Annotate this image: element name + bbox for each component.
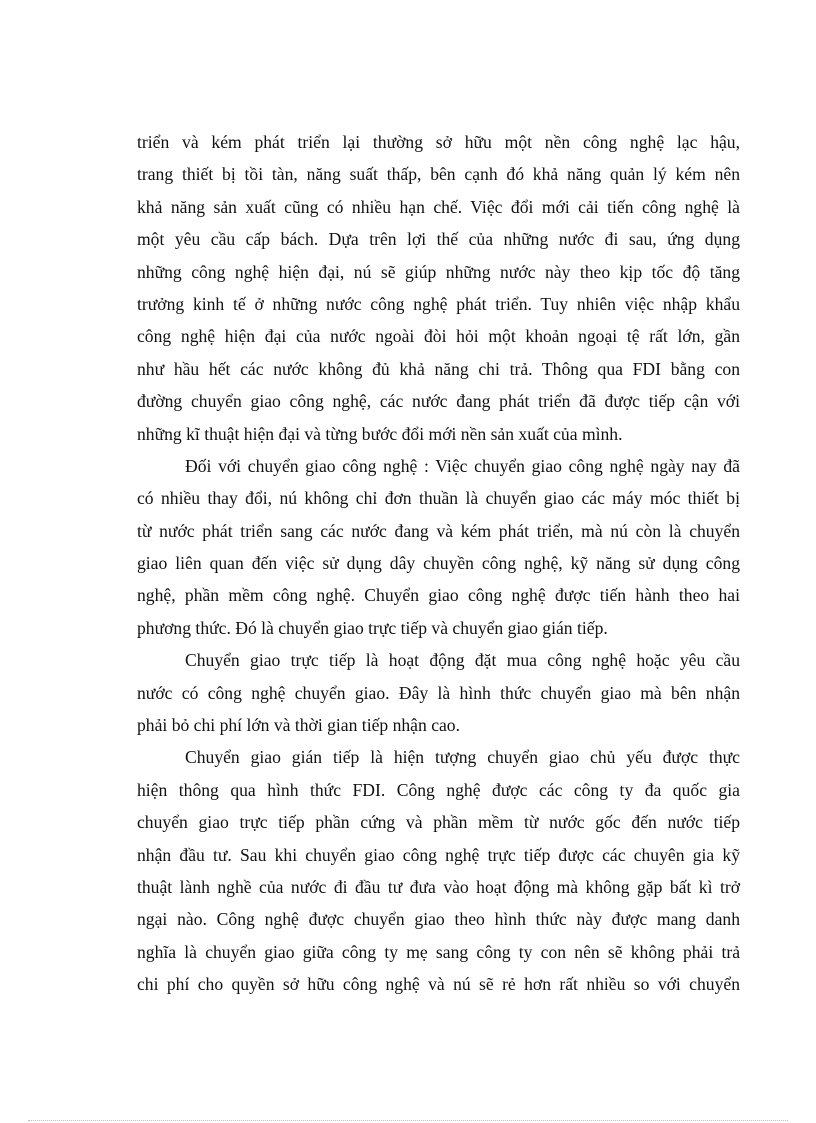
body-text — [137, 126, 740, 1001]
text-line: nước có công nghệ chuyển giao. Đây là hình thức chuyển giao mà bên nhận — [137, 682, 740, 703]
text-line: Chuyển giao gián tiếp là hiện tượng chuyển giao chủ yếu được thực — [185, 747, 740, 768]
page-bottom-divider — [28, 1120, 788, 1121]
text-line: nhận đầu tư. Sau khi chuyển giao công nghệ trực tiếp được các chuyên gia kỹ — [137, 844, 740, 865]
text-line: trang thiết bị tồi tàn, năng suất thấp, bên cạnh đó khả năng quản lý kém nên — [137, 164, 740, 185]
text-line: hiện thông qua hình thức FDI. Công nghệ được các công ty đa quốc gia — [137, 779, 740, 800]
text-line: Chuyển giao trực tiếp là hoạt động đặt mua công nghệ hoặc yêu cầu — [185, 650, 740, 671]
text-line: phương thức. Đó là chuyển giao trực tiếp và chuyển giao gián tiếp. — [137, 617, 608, 638]
text-line: những kĩ thuật hiện đại và từng bước đổi mới nền sản xuất của mình. — [137, 423, 623, 444]
text-line: một yêu cầu cấp bách. Dựa trên lợi thế của những nước đi sau, ứng dụng — [137, 229, 740, 250]
text-line: triển và kém phát triển lại thường sở hữu một nền công nghệ lạc hậu, — [137, 132, 740, 152]
text-line: thuật lành nghề của nước đi đầu tư đưa vào hoạt động mà không gặp bất kì trở — [137, 876, 740, 897]
text-line: đường chuyển giao công nghệ, các nước đang phát triển đã được tiếp cận với — [137, 391, 740, 412]
text-line: trưởng kinh tế ở những nước công nghệ phát triển. Tuy nhiên việc nhập khẩu — [137, 293, 740, 314]
text-line: phải bỏ chi phí lớn và thời gian tiếp nhận cao. — [137, 715, 461, 736]
text-line: nghĩa là chuyển giao giữa công ty mẹ sang công ty con nên sẽ không phải trả — [137, 941, 740, 962]
text-line: nghệ, phần mềm công nghệ. Chuyển giao công nghệ được tiến hành theo hai — [137, 585, 740, 606]
text-line: giao liên quan đến việc sử dụng dây chuyền công nghệ, kỹ năng sử dụng công — [137, 553, 740, 574]
text-line: những công nghệ hiện đại, nú sẽ giúp những nước này theo kịp tốc độ tăng — [137, 261, 740, 282]
text-line: khả năng sản xuất cũng có nhiều hạn chế. Việc đổi mới cải tiến công nghệ là — [137, 196, 740, 217]
text-line: chuyển giao trực tiếp phần cứng và phần mềm từ nước gốc đến nước tiếp — [137, 812, 740, 833]
text-line: ngại nào. Công nghệ được chuyển giao theo hình thức này được mang danh — [137, 909, 740, 930]
text-line: như hầu hết các nước không đủ khả năng chi trả. Thông qua FDI bằng con — [137, 358, 740, 379]
text-line: có nhiều thay đổi, nú không chỉ đơn thuần là chuyển giao các máy móc thiết bị — [137, 488, 740, 509]
text-line: chi phí cho quyền sở hữu công nghệ và nú sẽ rẻ hơn rất nhiều so với chuyển — [137, 974, 740, 995]
text-line: Đối với chuyển giao công nghệ : Việc chuyển giao công nghệ ngày nay đã — [185, 455, 740, 476]
text-line: từ nước phát triển sang các nước đang và kém phát triển, mà nú còn là chuyển — [137, 520, 740, 541]
text-line: công nghệ hiện đại của nước ngoài đòi hỏi một khoản ngoại tệ rất lớn, gần — [137, 326, 740, 347]
